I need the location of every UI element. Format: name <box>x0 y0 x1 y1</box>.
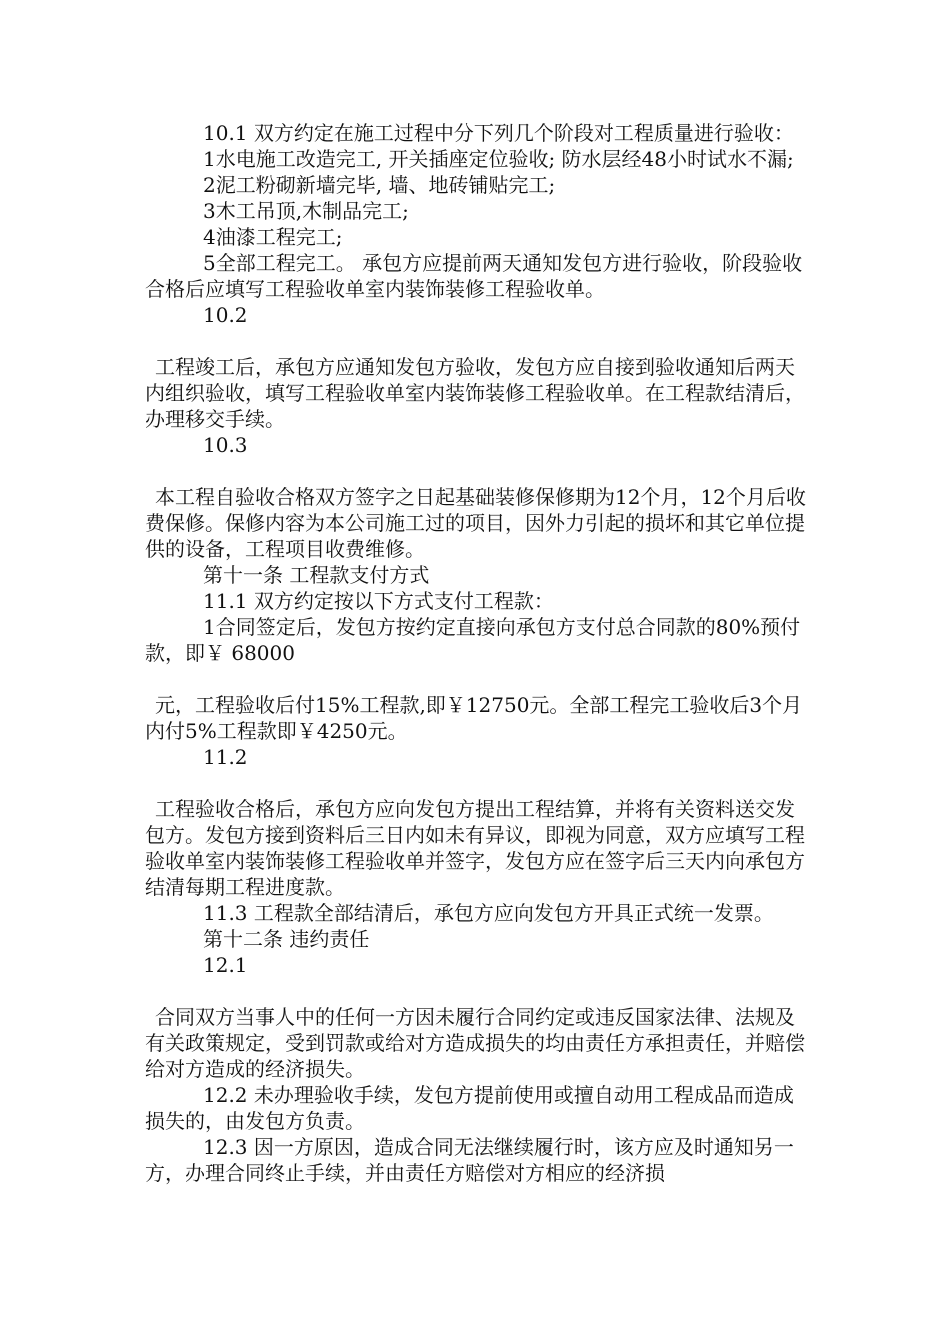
paragraph-stage-3: 3木工吊顶,木制品完工; <box>203 199 409 223</box>
paragraph-11-1: 11.1 双方约定按以下方式支付工程款： <box>203 589 554 613</box>
paragraph-11-3: 11.3 工程款全部结清后，承包方应向发包方开具正式统一发票。 <box>203 901 774 925</box>
paragraph-12-3: 12.3 因一方原因，造成合同无法继续履行时，该方应及时通知另一方，办理合同终止手续，并由责任方赔偿对方相应的经济损 <box>145 1135 794 1185</box>
paragraph-11-1-continued: 元，工程验收后付15%工程款,即￥12750元。全部工程完工验收后3个月内付5%工程款即￥4250元。 <box>145 693 803 743</box>
paragraph-stage-2: 2泥工粉砌新墙完毕, 墙、地砖铺贴完工; <box>203 173 556 197</box>
paragraph-10-3-body: 本工程自验收合格双方签字之日起基础装修保修期为12个月，12个月后收费保修。保修内容为本公司施工过的项目，因外力引起的损坏和其它单位提供的设备，工程项目收费维修。 <box>145 485 806 561</box>
section-number-11-2: 11.2 <box>203 745 248 769</box>
paragraph-stage-1: 1水电施工改造完工, 开关插座定位验收; 防水层经48小时试水不漏; <box>203 147 794 171</box>
document-body <box>145 120 810 1186</box>
paragraph-10-1: 10.1 双方约定在施工过程中分下列几个阶段对工程质量进行验收： <box>203 121 794 145</box>
paragraph-12-1-body: 合同双方当事人中的任何一方因未履行合同约定或违反国家法律、法规及有关政策规定，受到罚款或给对方造成损失的均由责任方承担责任，并赔偿给对方造成的经济损失。 <box>145 1005 805 1081</box>
article-11-heading: 第十一条 工程款支付方式 <box>203 563 430 587</box>
paragraph-11-2-body: 工程验收合格后，承包方应向发包方提出工程结算，并将有关资料送交发包方。发包方接到资料后三日内如未有异议，即视为同意，双方应填写工程验收单室内装饰装修工程验收单并签字，发包方应在签字后三天内向承包方结清每期工程进度款。 <box>145 797 805 899</box>
section-number-10-2: 10.2 <box>203 303 248 327</box>
blank-line <box>145 328 810 354</box>
paragraph-stage-4: 4油漆工程完工; <box>203 225 343 249</box>
blank-line <box>145 666 810 692</box>
section-number-10-3: 10.3 <box>203 433 248 457</box>
paragraph-11-1-item-1: 1合同签定后，发包方按约定直接向承包方支付总合同款的80%预付款，即￥ 68000 <box>145 615 801 665</box>
article-12-heading: 第十二条 违约责任 <box>203 927 370 951</box>
section-number-12-1: 12.1 <box>203 953 248 977</box>
blank-line <box>145 458 810 484</box>
paragraph-10-2-body: 工程竣工后，承包方应通知发包方验收，发包方应自接到验收通知后两天内组织验收，填写工程验收单室内装饰装修工程验收单。在工程款结清后，办理移交手续。 <box>145 355 805 431</box>
paragraph-12-2: 12.2 未办理验收手续，发包方提前使用或擅自动用工程成品而造成损失的，由发包方负责。 <box>145 1083 794 1133</box>
paragraph-stage-5: 5全部工程完工。 承包方应提前两天通知发包方进行验收，阶段验收合格后应填写工程验收单室内装饰装修工程验收单。 <box>145 251 803 301</box>
blank-line <box>145 770 810 796</box>
blank-line <box>145 978 810 1004</box>
